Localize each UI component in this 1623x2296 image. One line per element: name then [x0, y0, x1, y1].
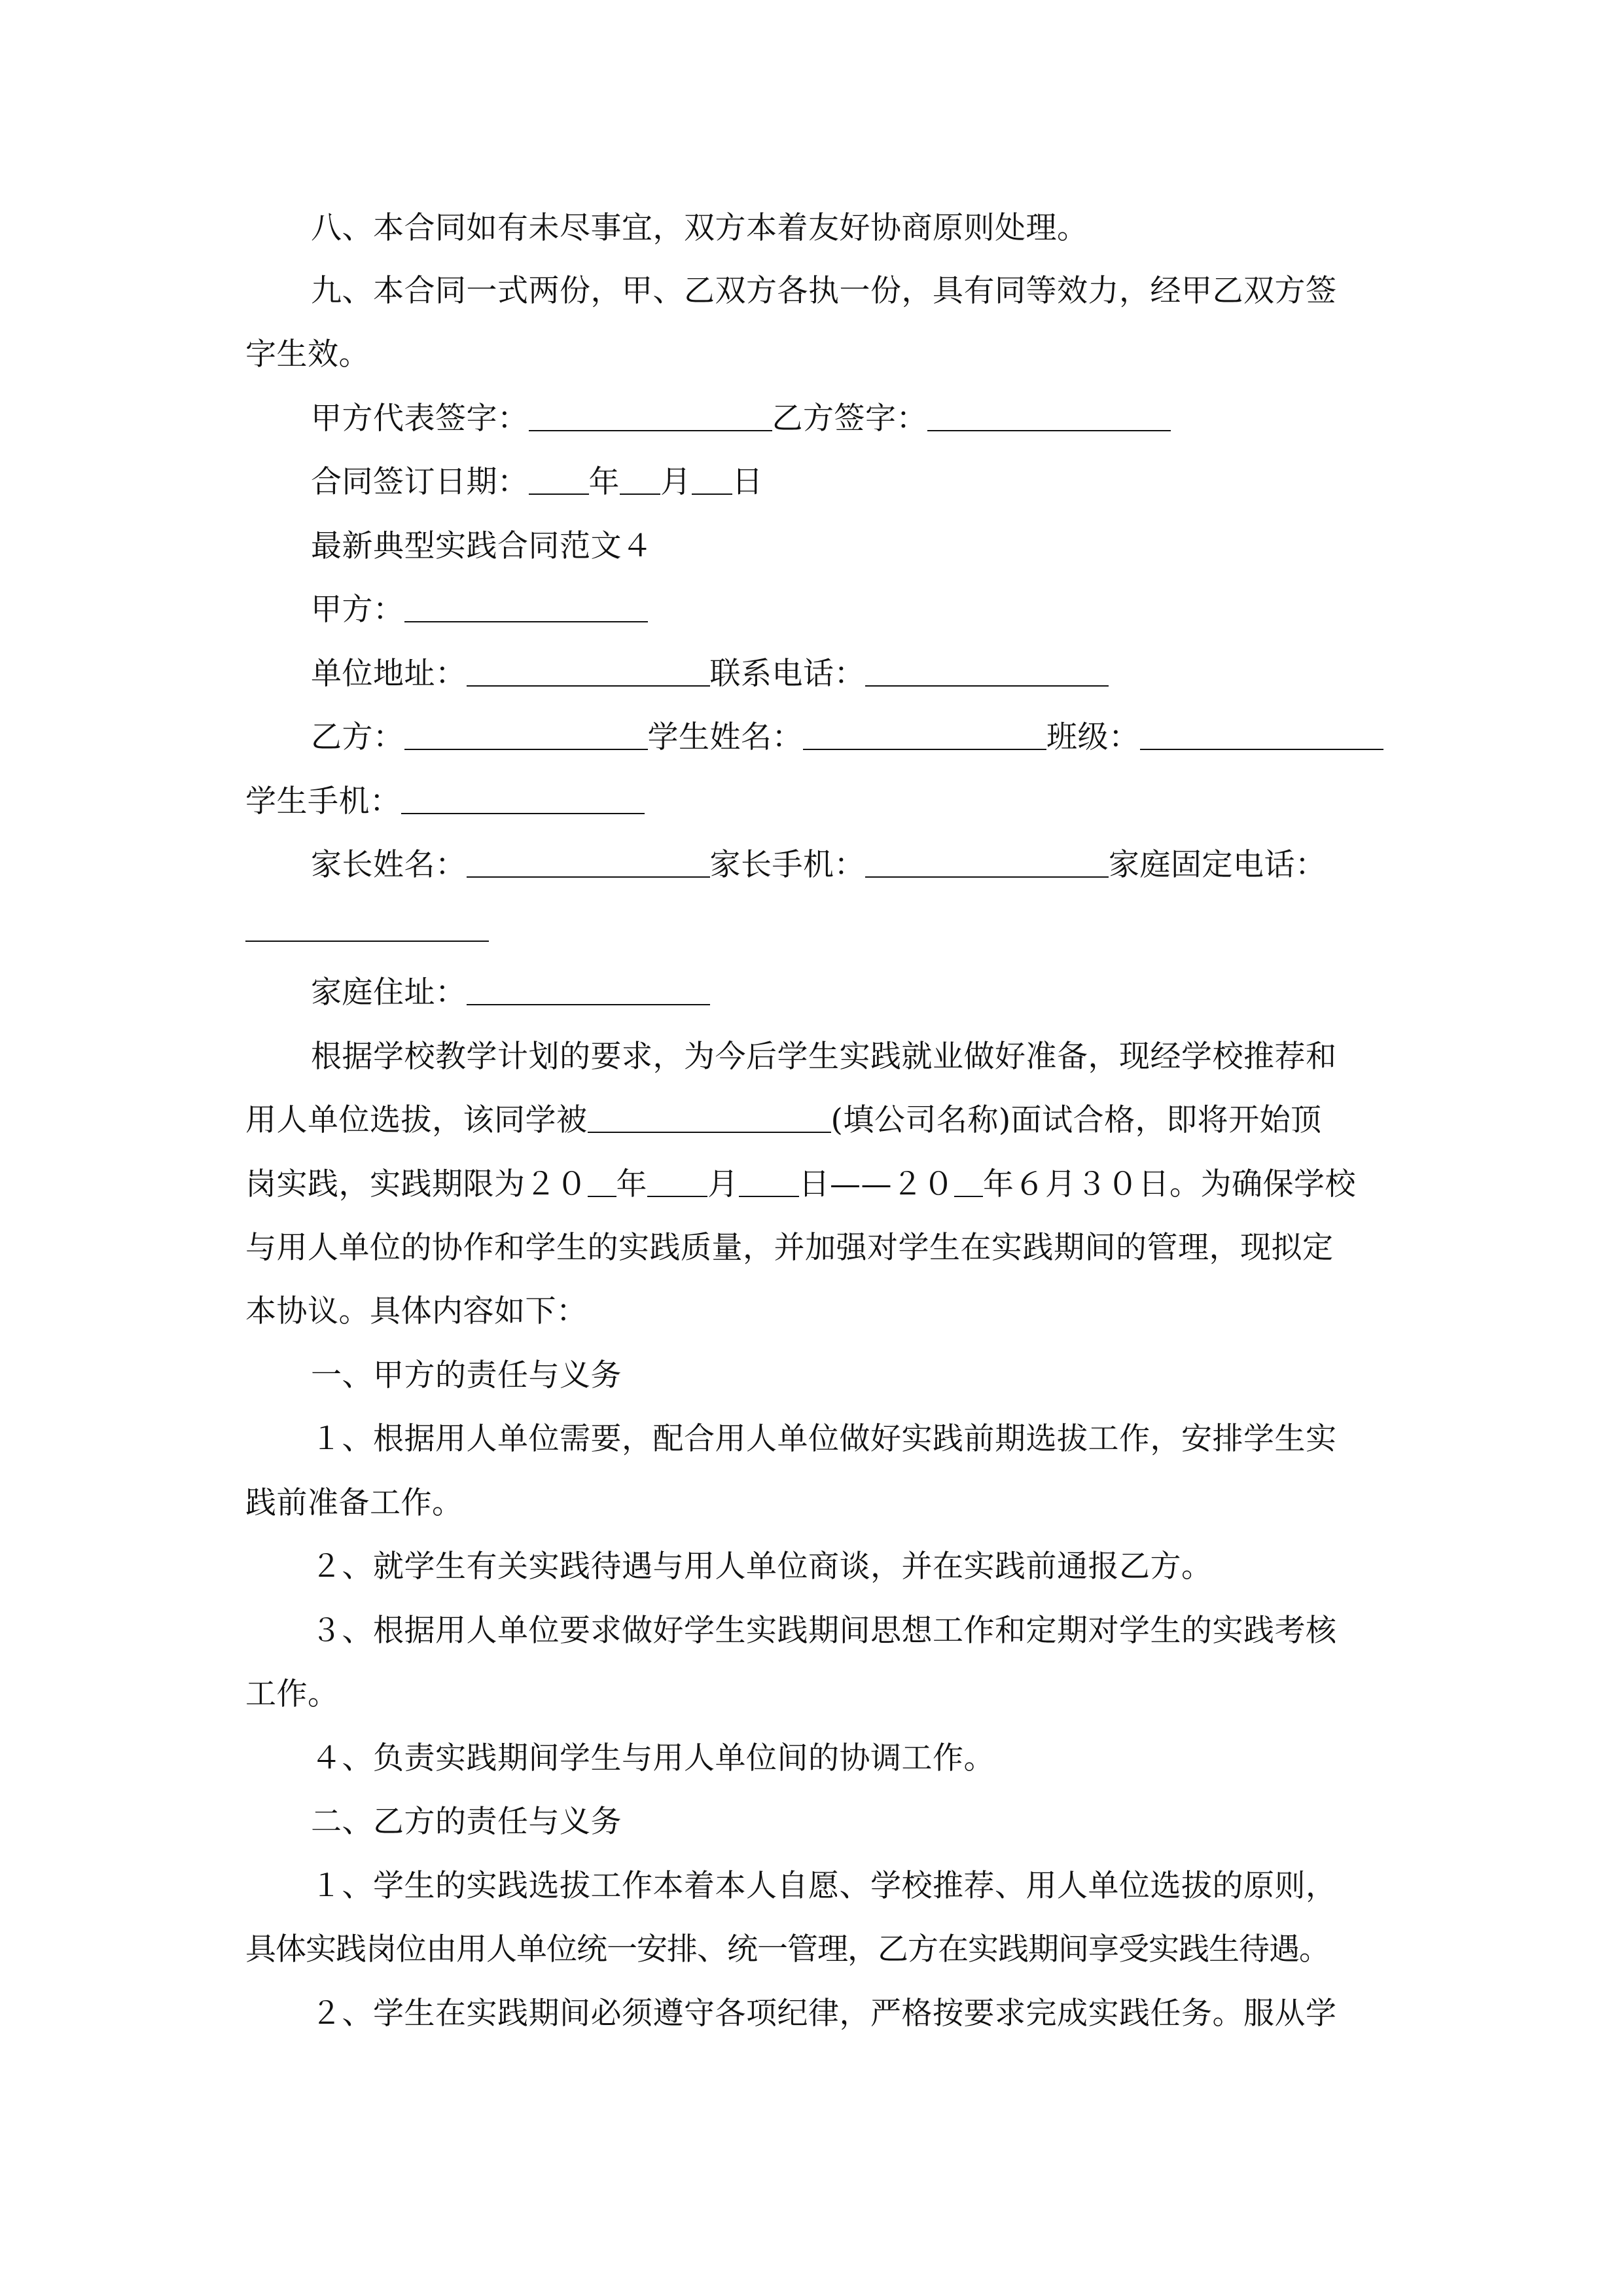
end-year-blank[interactable] [954, 1167, 983, 1197]
party-a-blank[interactable] [404, 592, 648, 622]
paragraph-line [245, 1100, 1384, 1141]
class-blank[interactable] [1140, 720, 1383, 750]
paragraph-line [245, 1227, 1384, 1269]
student-phone-blank[interactable] [401, 784, 645, 814]
party-b-sign-blank[interactable] [927, 401, 1171, 431]
student-phone-line [245, 781, 1384, 823]
party-a-label: 甲方： [311, 592, 404, 628]
home-phone-label: 家庭固定电话： [1109, 847, 1327, 883]
party-b-label: 乙方： [311, 719, 404, 755]
home-phone-blank-line [245, 908, 1384, 950]
text: 践前准备工作。 [245, 1485, 463, 1521]
parent-phone-label: 家长手机： [709, 847, 865, 883]
paragraph-line [245, 1674, 1384, 1715]
student-phone-label: 学生手机： [245, 783, 401, 819]
signature-line [245, 398, 1384, 440]
text: 具体实践岗位由用人单位统一安排、统一管理，乙方在实践期间享受实践生待遇。 [245, 1931, 1329, 1967]
paragraph-line [245, 1993, 1384, 2035]
home-address-line [245, 972, 1384, 1014]
company-line [245, 653, 1384, 695]
text: ４、负责实践期间学生与用人单位间的协调工作。 [311, 1740, 995, 1776]
text: ２、学生在实践期间必须遵守各项纪律，严格按要求完成实践任务。服从学 [311, 1996, 1337, 2032]
paragraph-line [245, 1482, 1384, 1524]
text: 用人单位选拔，该同学被 [245, 1102, 588, 1138]
party-a-rep-sign-blank[interactable] [529, 401, 772, 431]
unit-address-label: 单位地址： [311, 656, 467, 692]
text: 年 [616, 1166, 647, 1202]
home-address-blank[interactable] [467, 975, 710, 1005]
clause-9 [245, 270, 1384, 312]
text: (填公司名称)面试合格，即将开始顶 [830, 1102, 1322, 1138]
text: ２、就学生有关实践待遇与用人单位商谈，并在实践前通报乙方。 [311, 1549, 1213, 1585]
title-text: 最新典型实践合同范文４ [311, 528, 653, 564]
text: ３、根据用人单位要求做好学生实践期间思想工作和定期对学生的实践考核 [311, 1613, 1337, 1649]
parent-name-blank[interactable] [467, 848, 710, 878]
unit-address-blank[interactable] [467, 656, 710, 687]
home-address-label: 家庭住址： [311, 975, 467, 1011]
year-blank[interactable] [529, 465, 589, 495]
text: 一、甲方的责任与义务 [311, 1357, 622, 1393]
home-phone-blank[interactable] [245, 912, 489, 942]
paragraph-line [245, 1865, 1384, 1907]
party-b-sign-label: 乙方签字： [772, 401, 927, 437]
party-a-rep-sign-label: 甲方代表签字： [311, 401, 529, 437]
text: 根据学校教学计划的要求，为今后学生实践就业做好准备，现经学校推荐和 [311, 1039, 1337, 1075]
student-name-label: 学生姓名： [647, 719, 803, 755]
text: 日——２０ [798, 1166, 954, 1202]
parent-line [245, 844, 1384, 886]
parent-phone-blank[interactable] [865, 848, 1109, 878]
text: １、根据用人单位需要，配合用人单位做好实践前期选拔工作，安排学生实 [311, 1421, 1337, 1457]
party-b-line [245, 717, 1384, 759]
student-name-blank[interactable] [803, 720, 1046, 750]
contact-phone-label: 联系电话： [709, 656, 865, 692]
heading-party-b-duties [245, 1801, 1384, 1843]
day-blank[interactable] [692, 465, 732, 495]
text: 二、乙方的责任与义务 [311, 1804, 622, 1840]
text: 年６月３０日。为确保学校 [983, 1166, 1356, 1202]
text: 八、本合同如有未尽事宜，双方本着友好协商原则处理。 [311, 210, 1088, 246]
paragraph-line [245, 1738, 1384, 1780]
party-b-blank[interactable] [404, 720, 648, 750]
heading-party-a-duties [245, 1355, 1384, 1397]
paragraph-line [245, 1610, 1384, 1652]
paragraph-line [245, 1291, 1384, 1333]
text: 工作。 [245, 1676, 339, 1712]
text: 月 [707, 1166, 739, 1202]
start-day-blank[interactable] [739, 1167, 799, 1197]
text: 本协议。具体内容如下： [245, 1293, 588, 1329]
start-month-blank[interactable] [647, 1167, 707, 1197]
clause-8 [245, 207, 1384, 249]
day-label: 日 [732, 464, 763, 500]
paragraph-line [245, 1929, 1384, 1971]
party-a-line [245, 589, 1384, 631]
month-blank[interactable] [620, 465, 660, 495]
paragraph-line [245, 1164, 1384, 1206]
paragraph-line [245, 1036, 1384, 1078]
paragraph-line [245, 1418, 1384, 1460]
clause-9-cont [245, 334, 1384, 376]
class-label: 班级： [1046, 719, 1140, 755]
text: 字生效。 [245, 336, 370, 372]
sign-date-label: 合同签订日期： [311, 464, 529, 500]
company-name-blank[interactable] [588, 1103, 831, 1133]
month-label: 月 [660, 464, 692, 500]
paragraph-line [245, 1546, 1384, 1588]
text: 九、本合同一式两份，甲、乙双方各执一份，具有同等效力，经甲乙双方签 [311, 273, 1337, 309]
sign-date-line [245, 461, 1384, 503]
section-title [245, 526, 1384, 567]
year-label: 年 [588, 464, 620, 500]
text: 岗实践，实践期限为２０ [245, 1166, 588, 1202]
text: 与用人单位的协作和学生的实践质量，并加强对学生在实践期间的管理，现拟定 [245, 1230, 1334, 1266]
start-year-blank[interactable] [588, 1167, 616, 1197]
text: １、学生的实践选拔工作本着本人自愿、学校推荐、用人单位选拔的原则， [311, 1868, 1337, 1904]
contact-phone-blank[interactable] [865, 656, 1109, 687]
parent-name-label: 家长姓名： [311, 847, 467, 883]
